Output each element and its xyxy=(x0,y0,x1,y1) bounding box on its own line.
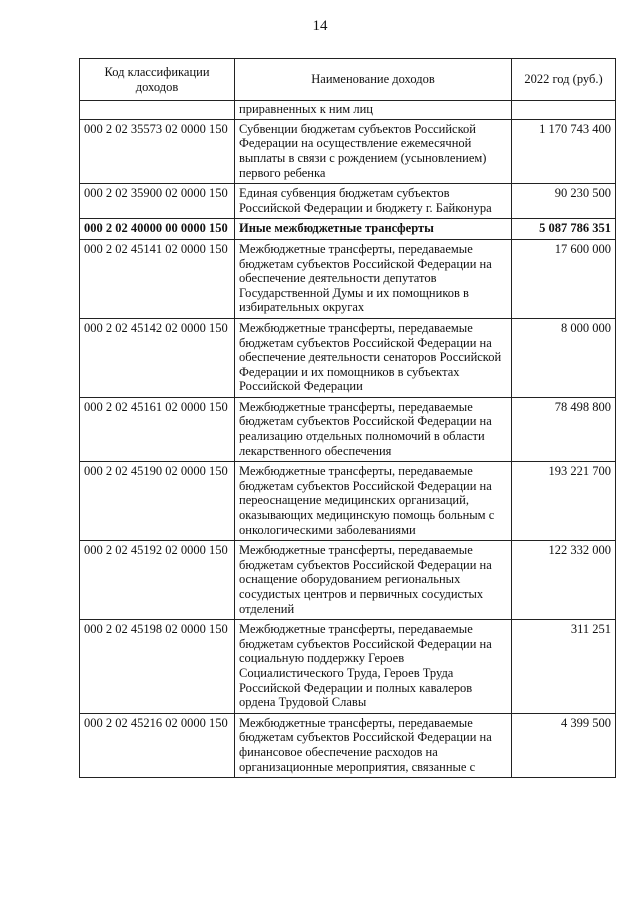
amount-cell: 90 230 500 xyxy=(512,184,616,219)
code-cell xyxy=(80,101,235,120)
amount-cell: 17 600 000 xyxy=(512,239,616,318)
name-cell: Межбюджетные трансферты, передаваемые бюджетам субъектов Российской Федерации на реализацию отдельных полномочий в области лекарственного обеспечения xyxy=(235,397,512,461)
table-row xyxy=(80,462,616,541)
table-row xyxy=(80,239,616,318)
code-cell: 000 2 02 35573 02 0000 150 xyxy=(80,119,235,183)
code-cell: 000 2 02 35900 02 0000 150 xyxy=(80,184,235,219)
name-cell: Межбюджетные трансферты, передаваемые бюджетам субъектов Российской Федерации на обеспечение деятельности депутатов Государственной Думы и их помощников в избирательных округах xyxy=(235,239,512,318)
name-cell: приравненных к ним лиц xyxy=(235,101,512,120)
name-cell: Иные межбюджетные трансферты xyxy=(235,219,512,240)
code-cell: 000 2 02 40000 00 0000 150 xyxy=(80,219,235,240)
amount-cell: 311 251 xyxy=(512,620,616,714)
table-row xyxy=(80,713,616,777)
table-row xyxy=(80,318,616,397)
amount-cell: 4 399 500 xyxy=(512,713,616,777)
code-cell: 000 2 02 45190 02 0000 150 xyxy=(80,462,235,541)
table-row xyxy=(80,620,616,714)
header-name: Наименование доходов xyxy=(235,59,512,101)
name-cell: Субвенции бюджетам субъектов Российской Федерации на осуществление ежемесячной выплаты в связи с рождением (усыновлением) первого ребенка xyxy=(235,119,512,183)
code-cell: 000 2 02 45198 02 0000 150 xyxy=(80,620,235,714)
amount-cell: 8 000 000 xyxy=(512,318,616,397)
table-row xyxy=(80,119,616,183)
name-cell: Межбюджетные трансферты, передаваемые бюджетам субъектов Российской Федерации на обеспечение деятельности сенаторов Российской Федерации и их помощников в субъектах Российской Федерации xyxy=(235,318,512,397)
header-code: Код классификации доходов xyxy=(80,59,235,101)
table-row xyxy=(80,101,616,120)
amount-cell: 5 087 786 351 xyxy=(512,219,616,240)
name-cell: Межбюджетные трансферты, передаваемые бюджетам субъектов Российской Федерации на переоснащение медицинских организаций, оказывающих медицинскую помощь больным с онкологическими заболеваниями xyxy=(235,462,512,541)
revenue-table xyxy=(79,58,616,778)
amount-cell: 122 332 000 xyxy=(512,541,616,620)
code-cell: 000 2 02 45216 02 0000 150 xyxy=(80,713,235,777)
table-row xyxy=(80,397,616,461)
header-amount: 2022 год (руб.) xyxy=(512,59,616,101)
table-body xyxy=(80,101,616,778)
name-cell: Единая субвенция бюджетам субъектов Российской Федерации и бюджету г. Байконура xyxy=(235,184,512,219)
table-row xyxy=(80,541,616,620)
code-cell: 000 2 02 45192 02 0000 150 xyxy=(80,541,235,620)
code-cell: 000 2 02 45141 02 0000 150 xyxy=(80,239,235,318)
table-row xyxy=(80,219,616,240)
table-row xyxy=(80,184,616,219)
name-cell: Межбюджетные трансферты, передаваемые бюджетам субъектов Российской Федерации на социальную поддержку Героев Социалистического Труда, Героев Труда Российской Федерации и полных кавалеров ордена Трудовой Славы xyxy=(235,620,512,714)
amount-cell: 1 170 743 400 xyxy=(512,119,616,183)
table-header-row xyxy=(80,59,616,101)
page-number: 14 xyxy=(312,18,328,34)
amount-cell: 193 221 700 xyxy=(512,462,616,541)
amount-cell xyxy=(512,101,616,120)
code-cell: 000 2 02 45161 02 0000 150 xyxy=(80,397,235,461)
name-cell: Межбюджетные трансферты, передаваемые бюджетам субъектов Российской Федерации на финансовое обеспечение расходов на организационные мероприятия, связанные с xyxy=(235,713,512,777)
amount-cell: 78 498 800 xyxy=(512,397,616,461)
name-cell: Межбюджетные трансферты, передаваемые бюджетам субъектов Российской Федерации на оснащение оборудованием региональных сосудистых центров и первичных сосудистых отделений xyxy=(235,541,512,620)
code-cell: 000 2 02 45142 02 0000 150 xyxy=(80,318,235,397)
